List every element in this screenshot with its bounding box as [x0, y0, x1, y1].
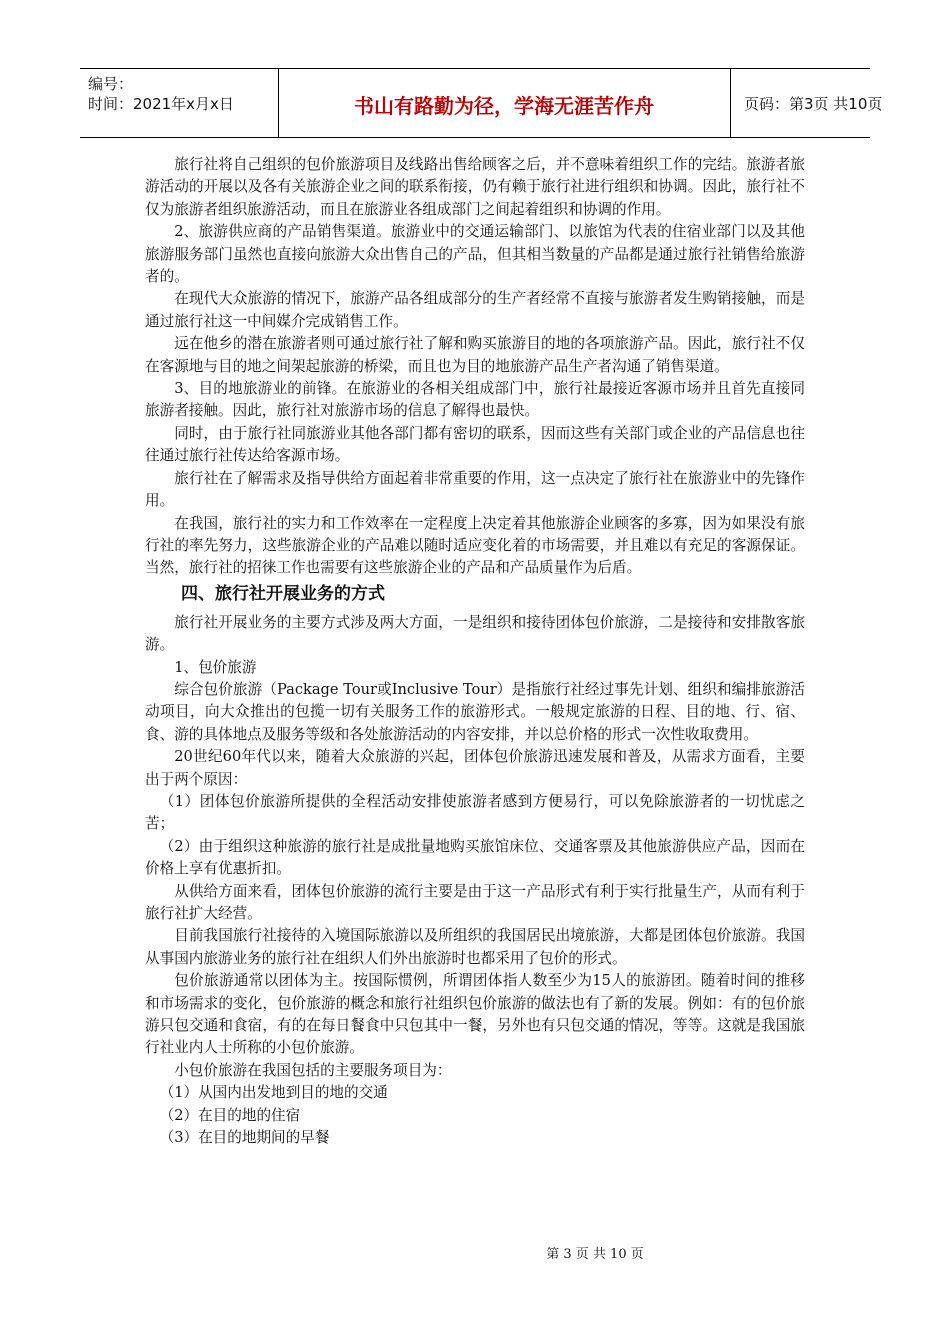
list-item: （1）团体包价旅游所提供的全程活动安排使旅游者感到方便易行，可以免除旅游者的一切忧虑之苦；	[145, 792, 805, 833]
header-meta-cell	[80, 69, 279, 137]
list-item: （1）从国内出发地到目的地的交通	[159, 1084, 388, 1102]
paragraph: 旅行社将自己组织的包价旅游项目及线路出售给顾客之后，并不意味着组织工作的完结。旅游者旅游活动的开展以及各有关旅游企业之间的联系衔接，仍有赖于旅行社进行组织和协调。因此，旅行社不仅为旅游者组织旅游活动，而且在旅游业各组成部门之间起着组织和协调的作用。	[145, 156, 805, 218]
header-motto-cell	[278, 69, 731, 137]
paragraph: 同时，由于旅行社同旅游业其他各部门都有密切的联系，因而这些有关部门或企业的产品信息也往往通过旅行社传达给客源市场。	[145, 424, 805, 465]
paragraph: 包价旅游通常以团体为主。按国际惯例，所谓团体指人数至少为15人的旅游团。随着时间的推移和市场需求的变化，包价旅游的概念和旅行社组织包价旅游的做法也有了新的发展。例如：有的包价旅游只包交通和食宿，有的在每日餐食中只包其中一餐，另外也有只包交通的情况，等等。这就是我国旅行社业内人士所称的小包价旅游。	[145, 972, 805, 1057]
document-body	[145, 154, 805, 1149]
paragraph: 1、包价旅游	[174, 658, 257, 676]
paragraph: 从供给方面来看，团体包价旅游的流行主要是由于这一产品形式有利于实行批量生产，从而有利于旅行社扩大经营。	[145, 882, 805, 922]
list-item: （2）由于组织这种旅游的旅行社是成批量地购买旅馆床位、交通客票及其他旅游供应产品，因而在价格上享有优惠折扣。	[145, 837, 805, 878]
header-motto: 书山有路勤为径，学海无涯苦作舟	[354, 94, 654, 118]
list-item: （2）在目的地的住宿	[159, 1106, 301, 1124]
header-page-info: 页码：第3页 共10页	[744, 95, 883, 113]
document-time-label: 时间：2021年x月x日	[88, 95, 234, 113]
document-number-label: 编号：	[88, 75, 134, 93]
paragraph: 小包价旅游在我国包括的主要服务项目为：	[174, 1061, 452, 1079]
paragraph: 在我国，旅行社的实力和工作效率在一定程度上决定着其他旅游企业顾客的多寡，因为如果没有旅行社的率先努力，这些旅游企业的产品难以随时适应变化着的市场需要，并且难以有充足的客源保证。当然，旅行社的招徕工作也需要有这些旅游企业的产品和产品质量作为后盾。	[145, 514, 805, 577]
paragraph: 在现代大众旅游的情况下，旅游产品各组成部分的生产者经常不直接与旅游者发生购销接触，而是通过旅行社这一中间媒介完成销售工作。	[145, 290, 805, 330]
list-item: （3）在目的地期间的早餐	[159, 1129, 330, 1147]
paragraph: 目前我国旅行社接待的入境国际旅游以及所组织的我国居民出境旅游，大都是团体包价旅游。我国从事国内旅游业务的旅行社在组织人们外出旅游时也都采用了包价的形式。	[145, 927, 805, 967]
paragraph: 旅行社在了解需求及指导供给方面起着非常重要的作用，这一点决定了旅行社在旅游业中的先锋作用。	[145, 469, 805, 510]
paragraph: 旅行社开展业务的主要方式涉及两大方面，一是组织和接待团体包价旅游，二是接待和安排散客旅游。	[145, 613, 805, 654]
page-header	[80, 68, 883, 138]
paragraph: 综合包价旅游（Package Tour或Inclusive Tour）是指旅行社经过事先计划、组织和编排旅游活动项目，向大众推出的包揽一切有关服务工作的旅游形式。一般规定旅游的日程、目的地、行、宿、食、游的具体地点及服务等级和各处旅游活动的内容安排，并以总价格的形式一次性收取费用。	[145, 680, 805, 743]
header-page-cell	[731, 69, 883, 137]
paragraph: 3、目的地旅游业的前锋。在旅游业的各相关组成部门中，旅行社最接近客源市场并且首先直接同旅游者接触。因此，旅行社对旅游市场的信息了解得也最快。	[145, 380, 805, 420]
section-heading: 四、旅行社开展业务的方式	[181, 583, 385, 604]
page-footer: 第 3 页 共 10 页	[546, 1247, 644, 1262]
paragraph: 20世纪60年代以来，随着大众旅游的兴起，团体包价旅游迅速发展和普及，从需求方面看，主要出于两个原因：	[145, 748, 805, 788]
paragraph: 2、旅游供应商的产品销售渠道。旅游业中的交通运输部门、以旅馆为代表的住宿业部门以及其他旅游服务部门虽然也直接向旅游大众出售自己的产品，但其相当数量的产品都是通过旅行社销售给旅游者的。	[145, 223, 805, 286]
paragraph: 远在他乡的潜在旅游者则可通过旅行社了解和购买旅游目的地的各项旅游产品。因此，旅行社不仅在客源地与目的地之间架起旅游的桥梁，而且也为目的地旅游产品生产者沟通了销售渠道。	[145, 335, 805, 375]
